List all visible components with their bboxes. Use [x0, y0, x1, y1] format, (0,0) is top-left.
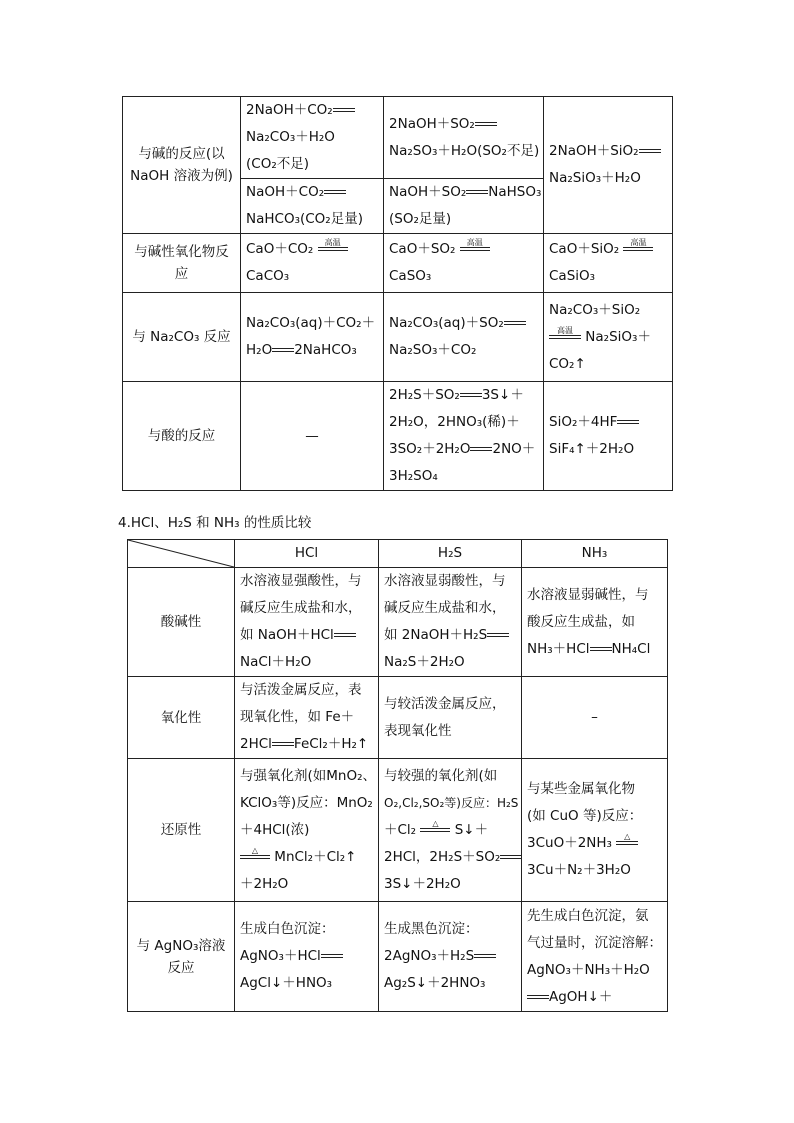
- diagonal-header-cell: [128, 540, 235, 568]
- equals-sign: [333, 108, 355, 112]
- cell-h2s-acidity: 水溶液显弱酸性，与 碱反应生成盐和水， 如 2NaOH＋H₂S Na₂S＋2H₂O: [379, 568, 522, 677]
- header-hcl: HCl: [235, 540, 379, 568]
- diagonal-line-icon: [128, 540, 234, 567]
- high-temp-arrow: 高温: [549, 327, 581, 347]
- row-label-reducing: 还原性: [128, 759, 235, 902]
- equals-sign: [504, 321, 526, 325]
- cell-so2-base-excess: NaOH＋SO₂ NaHSO₃ (SO₂足量): [384, 179, 544, 234]
- equals-sign: [466, 190, 488, 194]
- cell-co2-base-insufficient: 2NaOH＋CO₂ Na₂CO₃＋H₂O (CO₂不足): [241, 97, 384, 179]
- cell-hcl-agno3: 生成白色沉淀： AgNO₃＋HCl AgCl↓＋HNO₃: [235, 902, 379, 1012]
- oxide-properties-table: [122, 96, 673, 491]
- equals-sign: [334, 633, 356, 637]
- heat-arrow: △: [616, 833, 638, 853]
- cell-so2-base-insufficient: 2NaOH＋SO₂ Na₂SO₃＋H₂O(SO₂不足): [384, 97, 544, 179]
- equals-sign: [272, 742, 294, 746]
- cell-h2s-oxidizing: 与较活泼金属反应， 表现氧化性: [379, 677, 522, 759]
- equals-sign: [460, 393, 482, 397]
- row-label-agno3: 与 AgNO₃溶液反应: [128, 902, 235, 1012]
- cell-nh3-reducing: 与某些金属氧化物 (如 CuO 等)反应： 3CuO＋2NH₃ △ 3Cu＋N₂＋3H₂O: [522, 759, 668, 902]
- equals-sign: [487, 633, 509, 637]
- equals-sign: [617, 420, 639, 424]
- cell-nh3-oxidizing: –: [522, 677, 668, 759]
- equals-sign: [321, 954, 343, 958]
- hydride-properties-table: [127, 539, 668, 1012]
- cell-co2-basic-oxide: CaO＋CO₂ 高温 CaCO₃: [241, 234, 384, 293]
- equals-sign: [639, 149, 661, 153]
- equals-sign: [474, 954, 496, 958]
- cell-sio2-base: 2NaOH＋SiO₂ Na₂SiO₃＋H₂O: [544, 97, 673, 234]
- equals-sign: [500, 855, 522, 859]
- cell-so2-acid: 2H₂S＋SO₂ 3S↓＋ 2H₂O，2HNO₃(稀)＋ 3SO₂＋2H₂O 2NO＋ 3H₂SO₄: [384, 382, 544, 491]
- cell-hcl-reducing: 与强氧化剂(如MnO₂、 KClO₃等)反应：MnO₂ ＋4HCl(浓) △ MnCl₂＋Cl₂↑ ＋2H₂O: [235, 759, 379, 902]
- cell-sio2-basic-oxide: CaO＋SiO₂ 高温 CaSiO₃: [544, 234, 673, 293]
- high-temp-arrow: 高温: [623, 239, 653, 259]
- cell-h2s-reducing: 与较强的氧化剂(如 O₂,Cl₂,SO₂等)反应：H₂S ＋Cl₂ △ S↓＋ 2HCl，2H₂S＋SO₂ 3S↓＋2H₂O: [379, 759, 522, 902]
- equals-sign: [475, 122, 497, 126]
- cell-so2-basic-oxide: CaO＋SO₂ 高温 CaSO₃: [384, 234, 544, 293]
- row-label-acid: 与酸的反应: [123, 382, 241, 491]
- cell-hcl-oxidizing: 与活泼金属反应，表 现氧化性，如 Fe＋ 2HCl FeCl₂＋H₂↑: [235, 677, 379, 759]
- equals-sign: [527, 995, 549, 999]
- cell-sio2-na2co3: Na₂CO₃＋SiO₂ 高温 Na₂SiO₃＋ CO₂↑: [544, 293, 673, 382]
- heat-arrow: △: [240, 847, 270, 867]
- cell-co2-base-excess: NaOH＋CO₂ NaHCO₃(CO₂足量): [241, 179, 384, 234]
- cell-nh3-acidity: 水溶液显弱碱性，与 酸反应生成盐，如 NH₃＋HCl NH₄Cl: [522, 568, 668, 677]
- row-label-na2co3: 与 Na₂CO₃ 反应: [123, 293, 241, 382]
- cell-h2s-agno3: 生成黑色沉淀： 2AgNO₃＋H₂S Ag₂S↓＋2HNO₃: [379, 902, 522, 1012]
- cell-hcl-acidity: 水溶液显强酸性，与 碱反应生成盐和水， 如 NaOH＋HCl NaCl＋H₂O: [235, 568, 379, 677]
- row-label-basic-oxide: 与碱性氧化物反应: [123, 234, 241, 293]
- cell-co2-na2co3: Na₂CO₃(aq)＋CO₂＋ H₂O 2NaHCO₃: [241, 293, 384, 382]
- cell-so2-na2co3: Na₂CO₃(aq)＋SO₂ Na₂SO₃＋CO₂: [384, 293, 544, 382]
- row-label-acidity: 酸碱性: [128, 568, 235, 677]
- equals-sign: [590, 647, 612, 651]
- section-caption: 4.HCl、H₂S 和 NH₃ 的性质比较: [118, 515, 312, 531]
- equals-sign: [470, 447, 492, 451]
- equals-sign: [324, 190, 346, 194]
- high-temp-arrow: 高温: [460, 239, 490, 259]
- row-label-oxidizing: 氧化性: [128, 677, 235, 759]
- equals-sign: [272, 348, 294, 352]
- header-nh3: NH₃: [522, 540, 668, 568]
- cell-sio2-acid: SiO₂＋4HF SiF₄↑＋2H₂O: [544, 382, 673, 491]
- cell-nh3-agno3: 先生成白色沉淀，氨 气过量时，沉淀溶解： AgNO₃＋NH₃＋H₂O AgOH↓＋: [522, 902, 668, 1012]
- high-temp-arrow: 高温: [318, 239, 348, 259]
- header-h2s: H₂S: [379, 540, 522, 568]
- cell-co2-acid: —: [241, 382, 384, 491]
- row-label-base: 与碱的反应(以NaOH 溶液为例): [123, 97, 241, 234]
- heat-arrow: △: [420, 820, 450, 840]
